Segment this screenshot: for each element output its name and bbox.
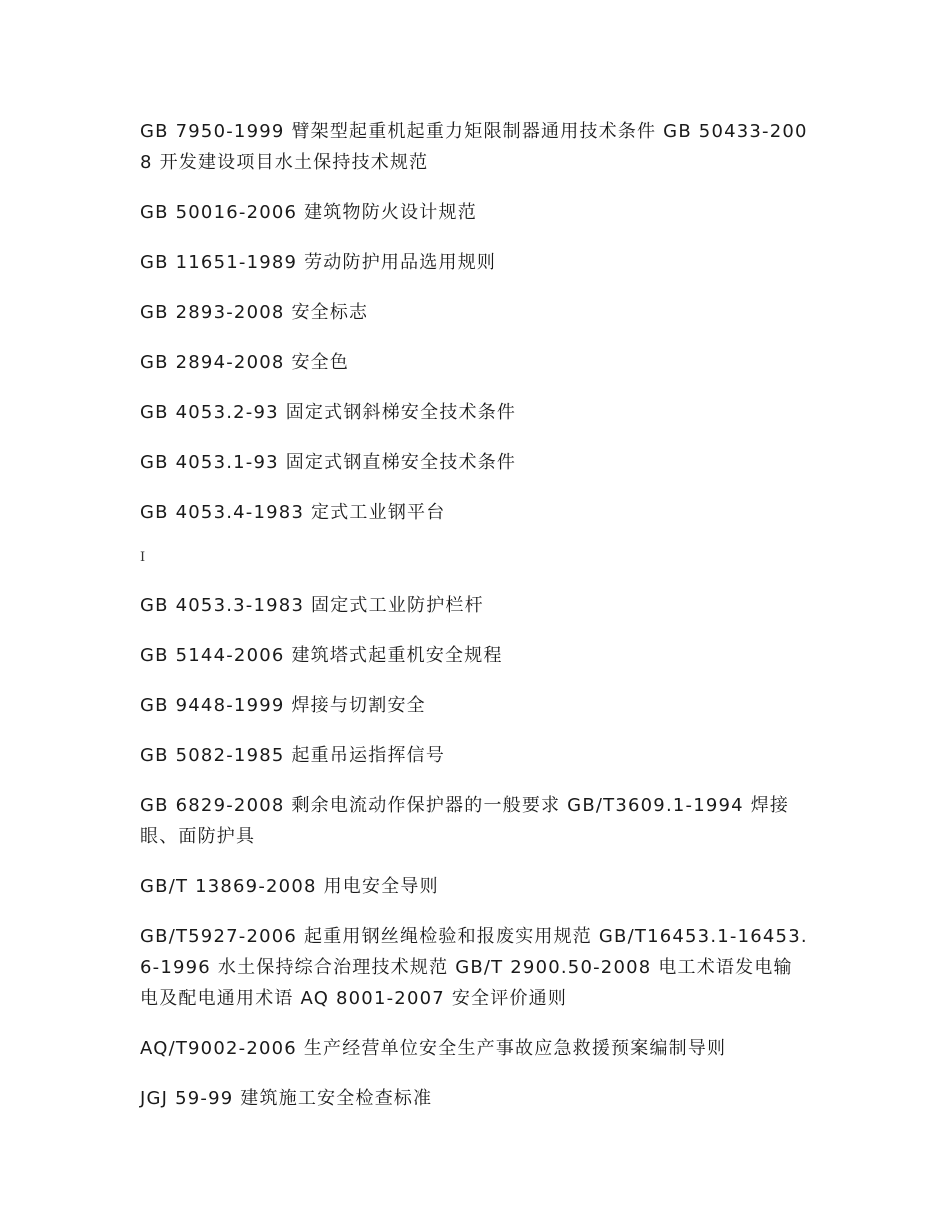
standard-entry-4: GB 2893-2008 安全标志 (140, 302, 369, 323)
page-marker: I (140, 550, 146, 565)
standard-entry-15: GB/T5927-2006 起重用钢丝绳检验和报废实用规范 GB/T16453.1-16453.6-1996 水土保持综合治理技术规范 GB/T 2900.50-2008 电工术语发电输电及配电通用术语 AQ 8001-2007 安全评价通则 (140, 926, 808, 1009)
standard-entry-11: GB 9448-1999 焊接与切割安全 (140, 695, 426, 716)
standard-entry-7: GB 4053.1-93 固定式钢直梯安全技术条件 (140, 452, 517, 473)
standard-entry-13: GB 6829-2008 剩余电流动作保护器的一般要求 GB/T3609.1-1994 焊接眼、面防护具 (140, 795, 790, 847)
standard-entry-17: JGJ 59-99 建筑施工安全检查标准 (140, 1088, 433, 1109)
standard-entry-8: GB 4053.4-1983 定式工业钢平台 (140, 502, 446, 523)
standard-entry-5: GB 2894-2008 安全色 (140, 352, 350, 373)
standard-entry-2: GB 50016-2006 建筑物防火设计规范 (140, 202, 477, 223)
standards-list (140, 116, 810, 1133)
standard-entry-6: GB 4053.2-93 固定式钢斜梯安全技术条件 (140, 402, 517, 423)
standard-entry-14: GB/T 13869-2008 用电安全导则 (140, 876, 439, 897)
standard-entry-3: GB 11651-1989 劳动防护用品选用规则 (140, 252, 497, 273)
standard-entry-1: GB 7950-1999 臂架型起重机起重力矩限制器通用技术条件 GB 50433-2008 开发建设项目水土保持技术规范 (140, 121, 808, 173)
standard-entry-9: GB 4053.3-1983 固定式工业防护栏杆 (140, 595, 484, 616)
standard-entry-12: GB 5082-1985 起重吊运指挥信号 (140, 745, 446, 766)
standard-entry-16: AQ/T9002-2006 生产经营单位安全生产事故应急救援预案编制导则 (140, 1038, 727, 1059)
standard-entry-10: GB 5144-2006 建筑塔式起重机安全规程 (140, 645, 503, 666)
